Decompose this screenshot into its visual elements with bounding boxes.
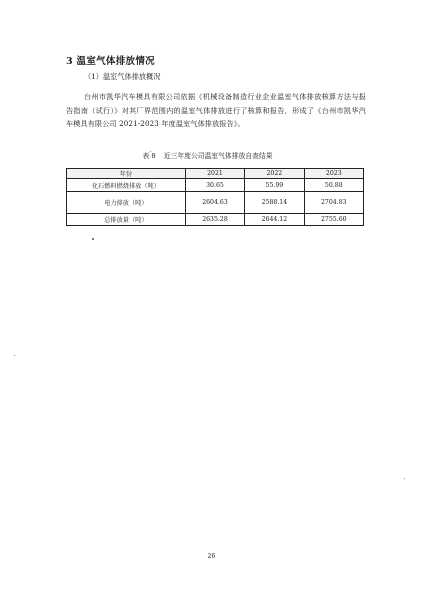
section-heading: 3 温室气体排放情况 bbox=[66, 56, 155, 67]
table-row bbox=[67, 192, 364, 214]
cell-value: 2588.14 bbox=[245, 192, 304, 214]
scan-speck bbox=[14, 355, 15, 356]
cell-value: 2704.83 bbox=[304, 192, 363, 214]
table-header-2023: 2023 bbox=[304, 169, 363, 179]
table-row bbox=[67, 179, 364, 192]
cell-value: 2644.12 bbox=[245, 214, 304, 226]
cell-value: 2604.63 bbox=[185, 192, 244, 214]
section-subheading: （1）温室气体排放概况 bbox=[84, 72, 161, 81]
cell-value: 30.65 bbox=[185, 179, 244, 192]
table-caption bbox=[0, 150, 423, 160]
table-header-row bbox=[67, 169, 364, 179]
cell-value: 2755.60 bbox=[304, 214, 363, 226]
row-label: 电力排放（吨） bbox=[67, 192, 186, 214]
table-row bbox=[67, 214, 364, 226]
table-header-2021: 2021 bbox=[185, 169, 244, 179]
table-header-year: 年份 bbox=[67, 169, 186, 179]
cell-value: 55.99 bbox=[245, 179, 304, 192]
cell-value: 2635.28 bbox=[185, 214, 244, 226]
row-label: 总排放量（吨） bbox=[67, 214, 186, 226]
scan-speck bbox=[150, 151, 151, 152]
body-paragraph: 台州市凯华汽车模具有限公司依据《机械设备制造行业企业温室气体排放核算方法与报告指南（试行）》对其厂界范围内的温室气体排放进行了核算和报告，形成了《台州市凯华汽车模具有限公司 2021-2023 年度温室气体排放报告》。 bbox=[66, 92, 366, 129]
row-label: 化石燃料燃烧排放（吨） bbox=[67, 179, 186, 192]
emissions-table bbox=[66, 168, 364, 226]
page-number: 26 bbox=[207, 553, 216, 560]
table-header-2022: 2022 bbox=[245, 169, 304, 179]
table-caption-label: 表 8 bbox=[142, 152, 156, 160]
scan-speck bbox=[404, 478, 405, 479]
table-caption-text: 近三年度公司温室气体排放自查结果 bbox=[163, 152, 273, 160]
cell-value: 50.88 bbox=[304, 179, 363, 192]
scan-speck bbox=[92, 238, 94, 240]
